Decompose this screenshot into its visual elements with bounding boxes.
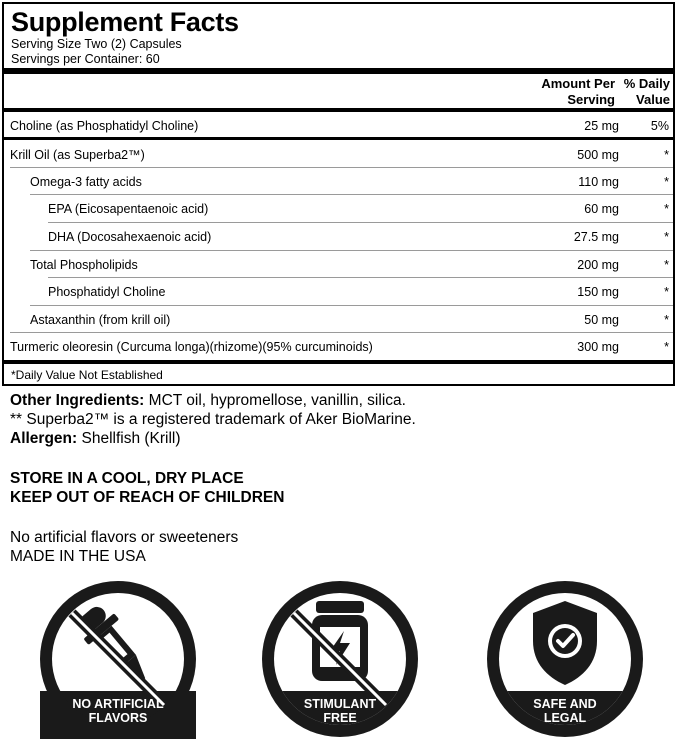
- storage-warning: STORE IN A COOL, DRY PLACE: [10, 470, 244, 487]
- nutrient-dv: 5%: [650, 119, 669, 133]
- badge-label: SAFE AND LEGAL: [533, 697, 597, 725]
- nutrient-amount: 300 mg: [577, 340, 619, 354]
- badge-label: NO ARTIFICIAL FLAVORS: [72, 697, 164, 725]
- other-ingredients: [10, 391, 406, 410]
- nutrient-dv: *: [664, 340, 669, 354]
- panel-title: Supplement Facts: [11, 7, 239, 37]
- thick-divider: [4, 68, 673, 74]
- supplement-facts-panel: [2, 2, 675, 386]
- badge-stimulant-free: [260, 579, 420, 739]
- nutrient-name: Phosphatidyl Choline: [48, 285, 166, 299]
- nutrient-name: DHA (Docosahexaenoic acid): [48, 230, 212, 244]
- nutrient-row: [4, 195, 673, 222]
- nutrient-row: [4, 168, 673, 195]
- daily-value-header: % Daily Value: [623, 76, 670, 107]
- nutrient-row: [4, 112, 673, 139]
- nutrient-name: EPA (Eicosapentaenoic acid): [48, 202, 209, 216]
- nutrient-name: Omega-3 fatty acids: [30, 175, 142, 189]
- allergen: [10, 429, 181, 448]
- nutrient-name: Astaxanthin (from krill oil): [30, 313, 171, 327]
- badge-label: STIMULANT FREE: [303, 697, 377, 725]
- nutrient-dv: *: [664, 202, 669, 216]
- other-ingredients-label: Other Ingredients:: [10, 392, 145, 409]
- nutrient-row: [4, 333, 673, 360]
- nutrient-amount: 60 mg: [584, 202, 619, 216]
- allergen-value: Shellfish (Krill): [77, 430, 181, 447]
- made-in-note: MADE IN THE USA: [10, 548, 146, 565]
- footnote: *Daily Value Not Established: [11, 368, 163, 382]
- trademark-note: ** Superba2™ is a registered trademark of Aker BioMarine.: [10, 411, 416, 428]
- nutrient-dv: *: [664, 230, 669, 244]
- badge-safe-and-legal: [485, 579, 645, 739]
- no-artificial-note: No artificial flavors or sweeteners: [10, 529, 239, 546]
- nutrient-amount: 150 mg: [577, 285, 619, 299]
- bottom-divider: [4, 360, 673, 364]
- section-divider: [4, 137, 673, 140]
- nutrient-row: [4, 278, 673, 305]
- serving-size: Serving Size Two (2) Capsules: [11, 37, 182, 51]
- nutrient-name: Total Phospholipids: [30, 258, 138, 272]
- nutrient-amount: 50 mg: [584, 313, 619, 327]
- nutrient-amount: 110 mg: [578, 175, 619, 189]
- servings-per-container: Servings per Container: 60: [11, 52, 160, 66]
- allergen-label: Allergen:: [10, 430, 78, 447]
- nutrient-dv: *: [664, 148, 669, 162]
- nutrient-row: [4, 223, 673, 250]
- nutrient-amount: 25 mg: [584, 119, 619, 133]
- nutrient-dv: *: [664, 258, 669, 272]
- nutrient-name: Choline (as Phosphatidyl Choline): [10, 119, 199, 133]
- nutrient-amount: 27.5 mg: [573, 230, 619, 244]
- nutrient-row: [4, 141, 673, 168]
- other-ingredients-value: MCT oil, hypromellose, vanillin, silica.: [144, 392, 406, 409]
- nutrient-dv: *: [664, 313, 669, 327]
- nutrient-name: Krill Oil (as Superba2™): [10, 148, 145, 162]
- nutrient-dv: *: [664, 285, 669, 299]
- nutrient-dv: *: [664, 175, 669, 189]
- nutrient-amount: 500 mg: [577, 148, 619, 162]
- nutrient-row: [4, 306, 673, 333]
- nutrient-row: [4, 251, 673, 278]
- badge-no-artificial-flavors: [38, 579, 198, 739]
- nutrient-name: Turmeric oleoresin (Curcuma longa)(rhizome)(95% curcuminoids): [10, 340, 373, 354]
- nutrient-amount: 200 mg: [577, 258, 619, 272]
- amount-per-serving-header: Amount Per Serving: [541, 76, 615, 107]
- children-warning: KEEP OUT OF REACH OF CHILDREN: [10, 489, 285, 506]
